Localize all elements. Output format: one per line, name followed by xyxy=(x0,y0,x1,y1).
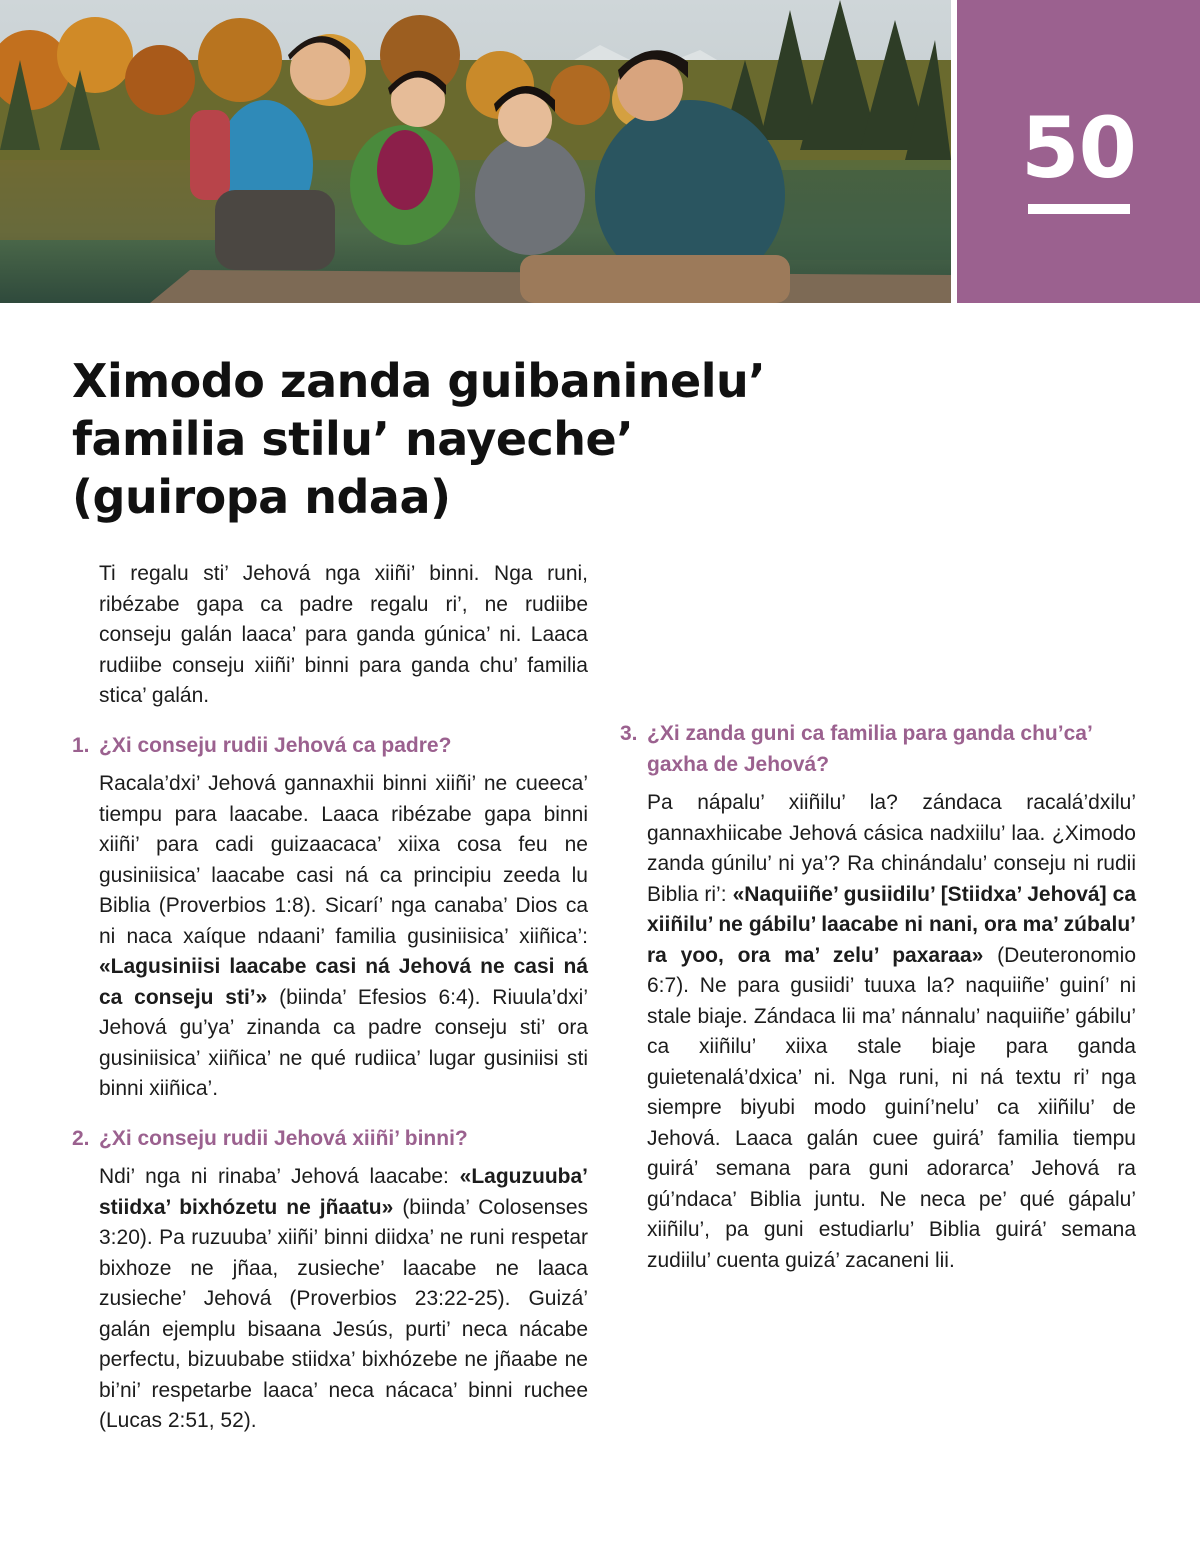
answer-2-text-after: (biinda’ Colosenses 3:20). Pa ruzuuba’ xiiñi’ binni diidxa’ ne runi respetar bixhoze ne jñaa, zusieche’ laacabe ne laaca zusieche’ Jehová (Proverbios 23:22-25). Guizá’ galán ejemplu bisaana Jesús, purti’ neca nácabe perfectu, bizuubabe stiidxa’ bixhózebe ne jñaabe ne bi’ni’ respetarbe laaca’ neca nácaca’ binni ruchee (Lucas 2:51, 52). xyxy=(99,1195,588,1432)
page-title xyxy=(72,352,892,526)
page-title-line-1: Ximodo zanda guibaninelu’ xyxy=(72,354,766,408)
page-title-line-3: (guiropa ndaa) xyxy=(72,470,451,524)
answer-1-text-after: (biinda’ Efesios 6:4). Riuula’dxi’ Jehová gu’ya’ zinanda ca padre conseju sti’ ora gusiniisica’ xiiñica’ ne qué rudiica’ lugar gusiniisi sti binni xiiñica’. xyxy=(99,985,588,1100)
lesson-number-tab xyxy=(957,0,1200,303)
answer-2-quote: «Laguzuuba’ stiidxa’ bixhózetu ne jñaatu» xyxy=(99,1165,588,1219)
page-title-line-2: familia stilu’ nayeche’ xyxy=(72,412,634,466)
question-1-heading xyxy=(72,731,588,762)
intro-paragraph: Ti regalu sti’ Jehová nga xiiñi’ binni. Nga runi, ribézabe gapa ca padre regalu ri’, ne rudiibe conseju galán laaca’ para ganda gúnica’ ni. Laaca rudiibe conseju xiiñi’ binni para ganda chu’ familia stica’ galán. xyxy=(99,562,588,707)
answer-2-paragraph xyxy=(72,1162,588,1437)
answer-3-text-before: Pa nápalu’ xiiñilu’ la? zándaca racalá’dxilu’ gannaxhiicabe Jehová cásica nadxiilu’ laa. ¿Ximodo zanda gúnilu’ ni ya’? Ra chinándalu’ conseju ni rudii Biblia ri’: xyxy=(647,791,1136,906)
lesson-number-underline xyxy=(1028,204,1130,214)
answer-1-text-before: Racala’dxi’ Jehová gannaxhii binni xiiñi’ ne cueeca’ tiempu para laacabe. Laaca ribézabe gapa binni xiiñi’ para cadi guizaacaca’ xiixa cosa feu ne gusiniisica’ laacabe casi ná ca principiu zeeda lu Biblia (Proverbios 1:8). Sicarí’ nga canaba’ Dios ca ni naca xaíque ndaani’ familia gusiniisica’ xiiñica’: xyxy=(99,772,588,948)
question-2-text: ¿Xi conseju rudii Jehová xiiñi’ binni? xyxy=(99,1126,468,1150)
question-2-number: 2. xyxy=(72,1126,90,1150)
right-column xyxy=(620,559,1136,1276)
answer-1-paragraph xyxy=(72,769,588,1105)
question-2-heading xyxy=(72,1124,588,1155)
answer-3-paragraph xyxy=(620,788,1136,1276)
answer-1-quote: «Lagusiniisi laacabe casi ná Jehová ne casi ná ca conseju sti’» xyxy=(99,955,588,1009)
question-3-heading xyxy=(620,719,1136,780)
left-column xyxy=(72,559,588,1437)
answer-3-text-after: (Deuteronomio 6:7). Ne para gusiidi’ tuuxa la? naquiiñe’ guiní’ ni stale biaje. Zándaca lii ma’ nánnalu’ naquiiñe’ gábilu’ ca xiiñilu’ xiixa stale biaje para ganda guietenalá’dxica’ ni. Nga runi, ni ná textu ri’ nga siempre biyubi modo guiní’nelu’ ca xiiñilu’ de Jehová. Laaca galán cuee guirá’ familia tiempu guirá’ semana para guni adorarca’ Jehová ra gú’ndaca’ Biblia juntu. Ne neca pe’ qué gápalu’ xiiñilu’, pa guni estudiarlu’ Biblia guirá’ semana zudiilu’ cuenta guizá’ zacaneni lii. xyxy=(647,943,1136,1272)
question-3-text: ¿Xi zanda guni ca familia para ganda chu’ca’ gaxha de Jehová? xyxy=(647,722,1092,776)
question-1-text: ¿Xi conseju rudii Jehová ca padre? xyxy=(99,733,452,757)
question-3-number: 3. xyxy=(620,722,638,745)
question-1-number: 1. xyxy=(72,733,90,757)
answer-3-quote: «Naquiiñe’ gusiidilu’ [Stiidxa’ Jehová] ca xiiñilu’ ne gábilu’ laacabe ni nani, ora ma’ zúbalu’ ra yoo, ora ma’ zelu’ paxaraa» xyxy=(647,882,1136,967)
header-photo-family-by-lake xyxy=(0,0,951,303)
answer-2-text-before: Ndi’ nga ni rinaba’ Jehová laacabe: xyxy=(99,1165,460,1188)
lesson-number: 50 xyxy=(1021,99,1136,197)
